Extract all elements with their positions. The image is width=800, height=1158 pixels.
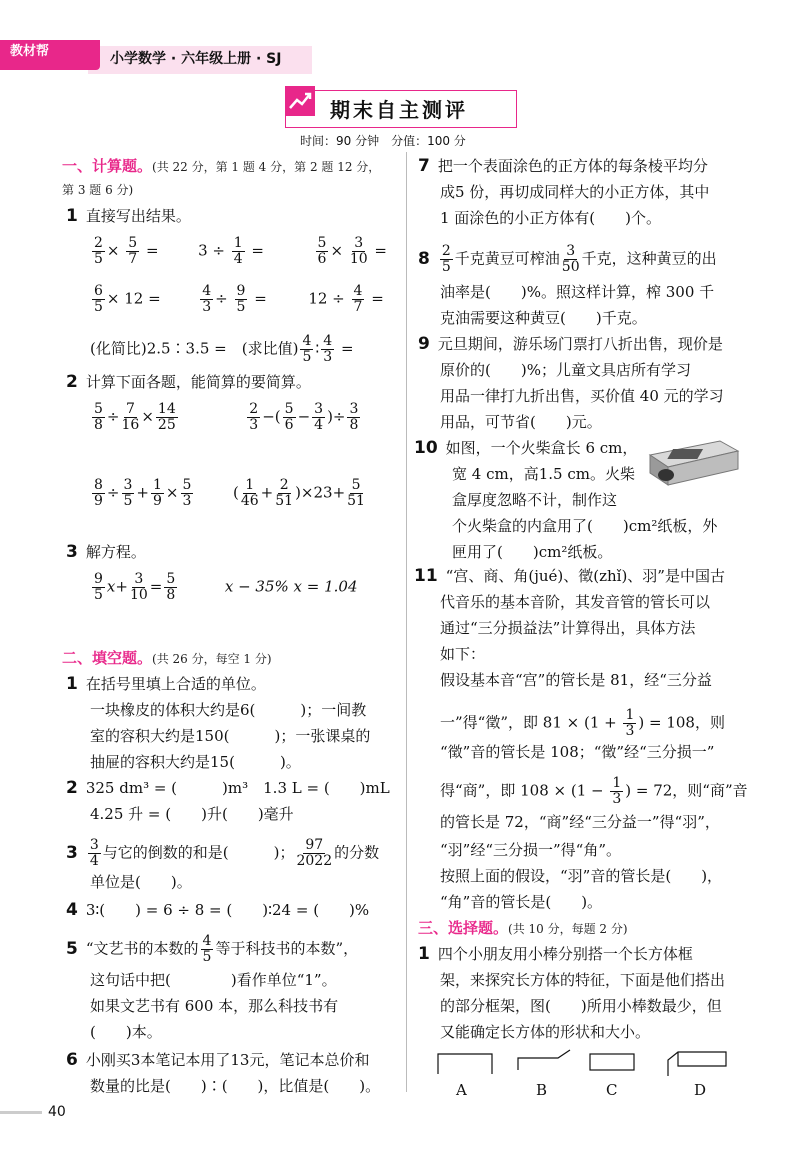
q11-line-7: “徵”音的管长是 108；“徵”经“三分损一” xyxy=(440,743,715,761)
q11-line-2: 代音乐的基本音阶，其发音管的管长可以 xyxy=(440,593,711,611)
figure-b xyxy=(518,1050,570,1070)
chart-trend-icon xyxy=(285,86,315,116)
q1-row-2: $\frac{6}{5}$ × 12 = $\frac{4}{3}$ ÷ $\frac{9}{5}$ = 12 ÷ $\frac{4}{7}$ = xyxy=(94,283,384,315)
question-7: 7 把一个表面涂色的正方体的每条棱平均分 xyxy=(418,156,708,176)
q10-line-2: 宽 4 cm，高1.5 cm。火柴 xyxy=(452,465,635,483)
question-10: 10 如图，一个火柴盒长 6 cm， xyxy=(414,438,638,458)
q7-line-3: 1 面涂色的小正方体有( )个。 xyxy=(440,209,662,227)
figure-d xyxy=(668,1052,726,1076)
q11-line-4: 如下： xyxy=(440,645,486,663)
fill-1-line-3: 抽屉的容积大约是15( )。 xyxy=(90,753,301,771)
fill-3-line-2: 单位是( )。 xyxy=(90,873,192,891)
fill-1: 1 在括号里填上合适的单位。 xyxy=(66,674,266,694)
option-a: A xyxy=(456,1081,467,1099)
question-1: 1 直接写出结果。 xyxy=(66,206,191,226)
fill-1-line-2: 室的容积大约是150( )；一张课桌的 xyxy=(90,727,371,745)
q8-line-2: 油率是( )%。照这样计算，榨 300 千 xyxy=(440,283,715,301)
q11-line-12: “角”音的管长是( )。 xyxy=(440,893,603,911)
q10-line-4: 个火柴盒的内盒用了( )cm²纸板，外 xyxy=(452,517,718,535)
header-text: 小学数学 · 六年级上册 · SJ xyxy=(110,51,282,67)
question-3: 3 解方程。 xyxy=(66,542,146,562)
fill-2-line-2: 4.25 升 = ( )升( )毫升 xyxy=(90,805,294,823)
choice-1-line-4: 又能确定长方体的形状和大小。 xyxy=(440,1023,651,1041)
header-badge: 教材帮 xyxy=(0,40,100,70)
page-bar xyxy=(0,1111,42,1114)
fill-5-line-4: ( )本。 xyxy=(90,1023,162,1041)
fill-5-line-3: 如果文艺书有 600 本，那么科技书有 xyxy=(90,997,339,1015)
q11-line-10: “羽”经“三分损一”得“角”。 xyxy=(440,841,622,859)
fill-2: 2 325 dm³ = ( )m³ 1.3 L = ( )mL xyxy=(66,778,390,798)
q9-line-4: 用品，可节省( )元。 xyxy=(440,413,602,431)
q11-line-6: 一”得“徵”，即 81 × (1 + $\frac{1}{3}$ ) = 108，则 xyxy=(440,707,725,739)
figure-c xyxy=(590,1054,634,1070)
figure-a xyxy=(438,1054,492,1074)
section-3-heading: 三、选择题。(共 10 分，每题 2 分) xyxy=(418,919,628,937)
section-2-heading: 二、填空题。(共 26 分，每空 1 分) xyxy=(62,649,272,667)
fill-5-line-2: 这句话中把( )看作单位“1”。 xyxy=(90,971,337,989)
option-c: C xyxy=(606,1081,618,1099)
choice-1-line-3: 的部分框架，图( )所用小棒数最少，但 xyxy=(440,997,722,1015)
fill-1-line-1: 一块橡皮的体积大约是6( )；一间教 xyxy=(90,701,367,719)
fill-6-line-2: 数量的比是( )∶( )，比值是( )。 xyxy=(90,1077,381,1095)
q10-line-3: 盒厚度忽略不计，制作这 xyxy=(452,491,618,509)
q11-line-11: 按照上面的假设，“羽”音的管长是( )， xyxy=(440,867,723,885)
question-2: 2 计算下面各题，能简算的要简算。 xyxy=(66,372,311,392)
exam-subtitle: 时间：90 分钟 分值：100 分 xyxy=(300,134,466,148)
q1-row-1: $\frac{2}{5}$ × $\frac{5}{7}$ = 3 ÷ $\frac{1}{4}$ = $\frac{5}{6}$ × $\frac{3}{10}$ = xyxy=(94,235,387,267)
q3-equations: $\frac{9}{5}$ x+ $\frac{3}{10}$ = $\frac{5}{8}$ x − 35% x = 1.04 xyxy=(94,571,358,603)
q9-line-3: 用品一律打九折出售，买价值 40 元的学习 xyxy=(440,387,724,405)
q11-line-9: 的管长是 72，“商”经“三分益一”得“羽”， xyxy=(440,813,720,831)
q11-line-8: 得“商”，即 108 × (1 − $\frac{1}{3}$ ) = 72，则“商”音 xyxy=(440,775,748,807)
page-number: 40 xyxy=(48,1104,66,1120)
q1-row-3: (化简比)2.5∶3.5 = (求比值) $\frac{4}{5}$ ∶ $\frac{4}{3}$ = xyxy=(90,333,354,365)
section-1-note: 第 3 题 6 分) xyxy=(62,183,134,197)
choice-1-line-2: 架，来探究长方体的特征，下面是他们搭出 xyxy=(440,971,726,989)
q8-line-3: 克油需要这种黄豆( )千克。 xyxy=(440,309,647,327)
question-9: 9 元旦期间，游乐场门票打八折出售，现价是 xyxy=(418,334,723,354)
matchbox-image xyxy=(640,437,740,489)
fill-4: 4 3∶( ) = 6 ÷ 8 = ( )∶24 = ( )% xyxy=(66,900,370,920)
fill-5: 5 “文艺书的本数的 $\frac{4}{5}$ 等于科技书的本数”， xyxy=(66,933,359,965)
choice-1: 1 四个小朋友用小棒分别搭一个长方体框 xyxy=(418,944,693,964)
option-d: D xyxy=(694,1081,707,1099)
column-divider xyxy=(406,152,407,1092)
question-8: 8 $\frac{2}{5}$ 千克黄豆可榨油 $\frac{3}{50}$ 千克，这种黄豆的出 xyxy=(418,243,717,275)
q2-expressions-1: $\frac{5}{8}$ ÷ $\frac{7}{16}$ × $\frac{14}{25}$ $\frac{2}{3}$ −( $\frac{5}{6}$ − $\frac{3}{4}$ )÷ $\frac{3}{8}$ xyxy=(94,401,359,433)
fill-3: 3 $\frac{3}{4}$ 与它的倒数的和是( )； $\frac{97}{2022}$ 的分数 xyxy=(66,837,380,869)
q9-line-2: 原价的( )%；儿童文具店所有学习 xyxy=(440,361,691,379)
option-b: B xyxy=(536,1081,548,1099)
q10-line-5: 匣用了( )cm²纸板。 xyxy=(452,543,613,561)
q2-expressions-2: $\frac{8}{9}$ ÷ $\frac{3}{5}$ + $\frac{1}{9}$ × $\frac{5}{3}$ ( $\frac{1}{46}$ + $\frac{2}{51}$ )×23+ $\frac{5}{51}$ xyxy=(94,477,365,509)
page-title: 期末自主测评 xyxy=(330,98,468,122)
q11-line-3: 通过“三分损益法”计算得出，具体方法 xyxy=(440,619,696,637)
q7-line-2: 成5 份，再切成同样大的小正方体，其中 xyxy=(440,183,710,201)
section-1-heading: 一、计算题。(共 22 分，第 1 题 4 分，第 2 题 12 分， xyxy=(62,157,381,175)
fill-6: 6 小刚买3本笔记本用了13元，笔记本总价和 xyxy=(66,1050,370,1070)
question-11: 11 “宫、商、角(jué)、徵(zhǐ)、羽”是中国古 xyxy=(414,566,725,586)
q11-line-5: 假设基本音“宫”的管长是 81，经“三分益 xyxy=(440,671,712,689)
